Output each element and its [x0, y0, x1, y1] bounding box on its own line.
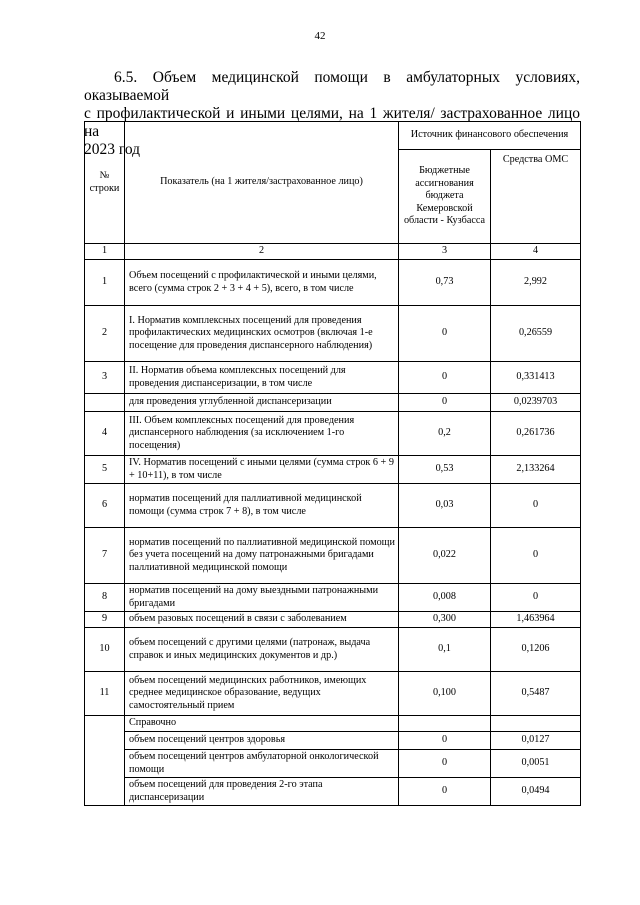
row-budget-value: 0,008 [399, 584, 491, 612]
reference-oms-value: 0,0127 [491, 732, 581, 750]
row-number: 6 [85, 484, 125, 528]
heading-line-2: с профилактической и иными целями, на 1 жителя/ застрахованное лицо на [84, 105, 580, 140]
heading-line-1: 6.5. Объем медицинской помощи в амбулаторных условиях, оказываемой [84, 69, 580, 104]
row-number: 3 [85, 362, 125, 394]
col-number-1: 1 [85, 244, 125, 260]
row-oms-value: 2,992 [491, 260, 581, 306]
table-row [85, 628, 581, 672]
row-number: 2 [85, 306, 125, 362]
row-number [85, 394, 125, 412]
row-indicator: объем посещений медицинских работников, имеющих среднее медицинское образование, ведущих самостоятельный прием [125, 672, 399, 716]
row-number: 8 [85, 584, 125, 612]
row-indicator: II. Норматив объема комплексных посещений для проведения диспансеризации, в том числе [125, 362, 399, 394]
reference-row [85, 750, 581, 778]
row-budget-value: 0,53 [399, 456, 491, 484]
row-budget-value: 0,100 [399, 672, 491, 716]
col-number-2: 2 [125, 244, 399, 260]
table-row [85, 394, 581, 412]
row-budget-value: 0,022 [399, 528, 491, 584]
table-row [85, 672, 581, 716]
row-budget-value: 0,300 [399, 612, 491, 628]
reference-budget-value: 0 [399, 732, 491, 750]
table-row [85, 484, 581, 528]
row-budget-value: 0,73 [399, 260, 491, 306]
heading-line-3: 2023 год [84, 141, 141, 158]
row-indicator: объем посещений с другими целями (патронаж, выдача справок и иных медицинских документов и др.) [125, 628, 399, 672]
reference-empty-cell [399, 716, 491, 732]
header-oms: Средства ОМС [491, 150, 581, 244]
row-indicator: I. Норматив комплексных посещений для проведения профилактических медицинских осмотров (включая 1-е посещение для проведения диспансерного наблюдения) [125, 306, 399, 362]
col-number-4: 4 [491, 244, 581, 260]
row-oms-value: 2,133264 [491, 456, 581, 484]
reference-row [85, 778, 581, 806]
row-oms-value: 0 [491, 584, 581, 612]
row-indicator: норматив посещений по паллиативной медицинской помощи без учета посещений на дому патронажными бригадами паллиативной медицинской помощи [125, 528, 399, 584]
reference-oms-value: 0,0051 [491, 750, 581, 778]
row-oms-value: 0,5487 [491, 672, 581, 716]
reference-indicator: объем посещений центров амбулаторной онкологической помощи [125, 750, 399, 778]
table-row [85, 528, 581, 584]
row-oms-value: 0,0239703 [491, 394, 581, 412]
header-row-number: № строки [85, 122, 125, 244]
row-number: 1 [85, 260, 125, 306]
row-indicator: III. Объем комплексных посещений для проведения диспансерного наблюдения (за исключением 1-го посещения) [125, 412, 399, 456]
row-oms-value: 0 [491, 484, 581, 528]
row-indicator: норматив посещений для паллиативной медицинской помощи (сумма строк 7 + 8), в том числе [125, 484, 399, 528]
header-funding-source: Источник финансового обеспечения [399, 122, 581, 150]
row-number: 4 [85, 412, 125, 456]
table-row [85, 260, 581, 306]
header-budget: Бюджетные ассигнования бюджета Кемеровской области - Кузбасса [399, 150, 491, 244]
row-oms-value: 0,1206 [491, 628, 581, 672]
table-row [85, 306, 581, 362]
reference-budget-value: 0 [399, 778, 491, 806]
reference-empty-cell [491, 716, 581, 732]
row-budget-value: 0 [399, 362, 491, 394]
reference-oms-value: 0,0494 [491, 778, 581, 806]
row-number: 7 [85, 528, 125, 584]
row-budget-value: 0,03 [399, 484, 491, 528]
row-budget-value: 0,1 [399, 628, 491, 672]
row-oms-value: 0,331413 [491, 362, 581, 394]
reference-label-row [85, 716, 581, 732]
reference-indicator: объем посещений для проведения 2-го этапа диспансеризации [125, 778, 399, 806]
row-indicator: объем разовых посещений в связи с заболеванием [125, 612, 399, 628]
row-oms-value: 0,26559 [491, 306, 581, 362]
row-indicator: норматив посещений на дому выездными патронажными бригадами [125, 584, 399, 612]
row-indicator: Объем посещений с профилактической и иными целями, всего (сумма строк 2 + 3 + 4 + 5), всего, в том числе [125, 260, 399, 306]
reference-row-number [85, 716, 125, 806]
page-number: 42 [314, 30, 326, 42]
table-row [85, 456, 581, 484]
reference-label: Справочно [125, 716, 399, 732]
table-row [85, 362, 581, 394]
row-indicator: IV. Норматив посещений с иными целями (сумма строк 6 + 9 + 10+11), в том числе [125, 456, 399, 484]
row-number: 5 [85, 456, 125, 484]
row-oms-value: 0 [491, 528, 581, 584]
row-oms-value: 1,463964 [491, 612, 581, 628]
volume-table [84, 121, 581, 806]
row-oms-value: 0,261736 [491, 412, 581, 456]
table-row [85, 584, 581, 612]
reference-indicator: объем посещений центров здоровья [125, 732, 399, 750]
row-number: 10 [85, 628, 125, 672]
row-number: 9 [85, 612, 125, 628]
row-budget-value: 0 [399, 306, 491, 362]
reference-row [85, 732, 581, 750]
reference-budget-value: 0 [399, 750, 491, 778]
row-number: 11 [85, 672, 125, 716]
col-number-3: 3 [399, 244, 491, 260]
row-budget-value: 0 [399, 394, 491, 412]
table-row [85, 412, 581, 456]
header-indicator: Показатель (на 1 жителя/застрахованное лицо) [125, 122, 399, 244]
row-budget-value: 0,2 [399, 412, 491, 456]
row-indicator: для проведения углубленной диспансеризации [125, 394, 399, 412]
table-row [85, 612, 581, 628]
